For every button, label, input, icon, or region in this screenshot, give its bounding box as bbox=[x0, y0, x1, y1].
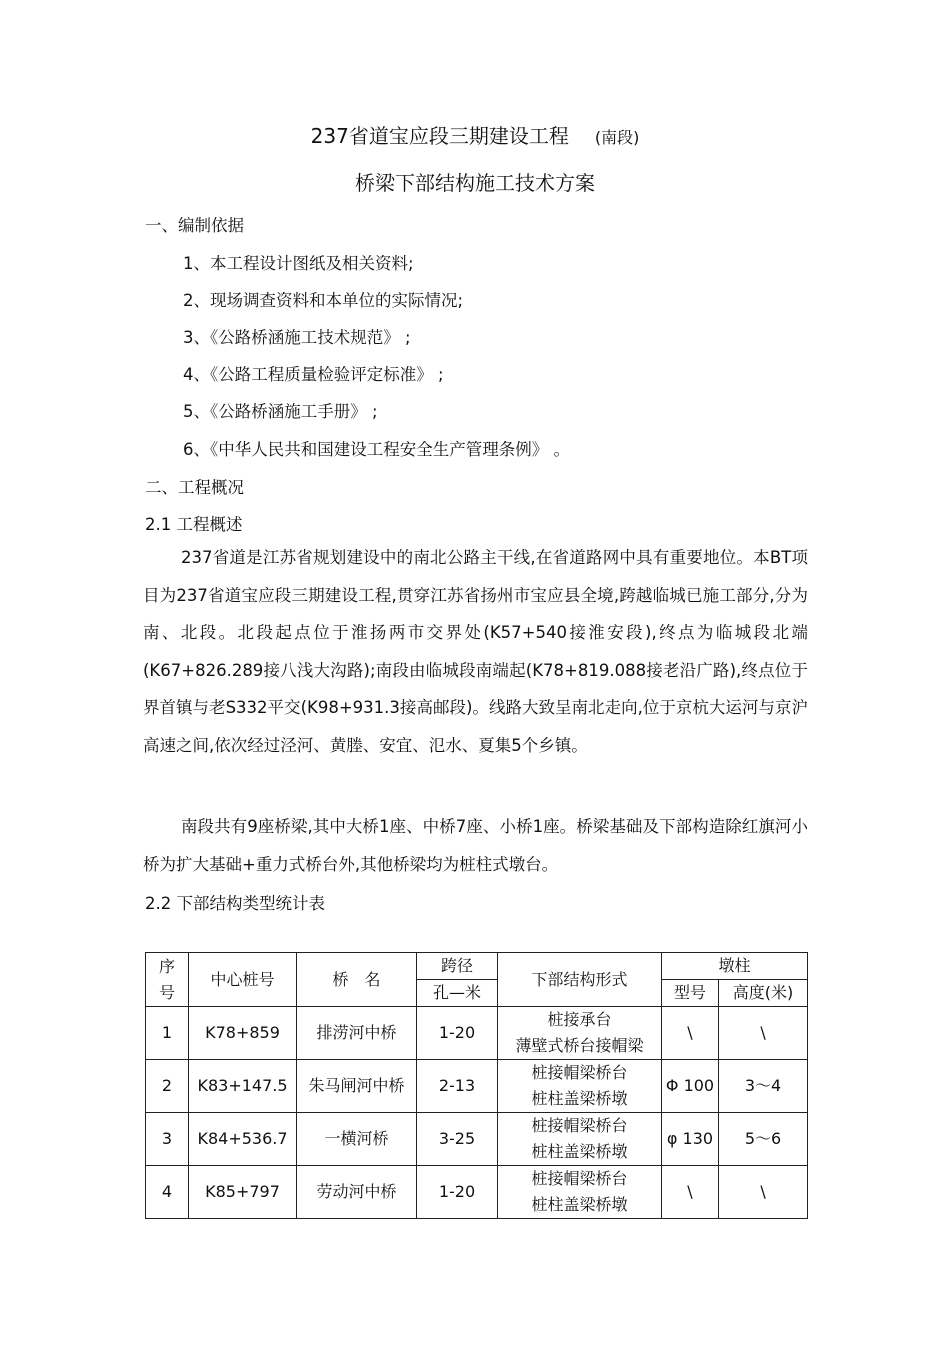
cell-seq: 1 bbox=[146, 1007, 189, 1060]
header-pier-height: 高度(米) bbox=[719, 980, 808, 1007]
basis-item-5: 5、《公路桥涵施工手册》 ; bbox=[183, 402, 378, 421]
cell-structure bbox=[498, 1060, 662, 1113]
header-station: 中心桩号 bbox=[189, 953, 297, 1007]
cell-structure bbox=[498, 1166, 662, 1219]
cell-station: K83+147.5 bbox=[189, 1060, 297, 1113]
table-header-row bbox=[146, 953, 808, 980]
table-row bbox=[146, 1113, 808, 1166]
structure-line-1: 桩接帽梁桥台 bbox=[531, 1063, 628, 1082]
cell-span: 2-13 bbox=[417, 1060, 498, 1113]
cell-pier-type: Φ 100 bbox=[662, 1060, 719, 1113]
basis-item-6: 6、《中华人民共和国建设工程安全生产管理条例》 。 bbox=[183, 440, 570, 459]
section2-heading: 二、工程概况 bbox=[145, 478, 244, 497]
basis-item-4: 4、《公路工程质量检验评定标准》 ; bbox=[183, 365, 444, 384]
subsection-2-1: 2.1 工程概述 bbox=[145, 515, 243, 534]
header-span-line1: 跨径 bbox=[417, 953, 498, 980]
section1-heading: 一、编制依据 bbox=[145, 216, 244, 235]
bridges-paragraph: 南段共有9座桥梁,其中大桥1座、中桥7座、小桥1座。桥梁基础及下部构造除红旗河小桥为扩大基础+重力式桥台外,其他桥梁均为桩柱式墩台。 bbox=[143, 817, 808, 874]
document-subtitle: 桥梁下部结构施工技术方案 bbox=[355, 171, 595, 195]
structure-line-1: 桩接帽梁桥台 bbox=[531, 1169, 628, 1188]
cell-station: K84+536.7 bbox=[189, 1113, 297, 1166]
cell-pier-height: \ bbox=[719, 1166, 808, 1219]
cell-name: 一横河桥 bbox=[297, 1113, 417, 1166]
header-span-line2: 孔—米 bbox=[417, 980, 498, 1007]
cell-span: 3-25 bbox=[417, 1113, 498, 1166]
cell-pier-height: 5～6 bbox=[719, 1113, 808, 1166]
structure-line-2: 桩柱盖梁桥墩 bbox=[531, 1089, 628, 1108]
title-main: 237省道宝应段三期建设工程 bbox=[310, 124, 569, 148]
cell-pier-height: 3～4 bbox=[719, 1060, 808, 1113]
cell-station: K78+859 bbox=[189, 1007, 297, 1060]
cell-name: 劳动河中桥 bbox=[297, 1166, 417, 1219]
table-row bbox=[146, 1060, 808, 1113]
table-row bbox=[146, 1166, 808, 1219]
structure-line-1: 桩接帽梁桥台 bbox=[531, 1116, 628, 1135]
header-structure: 下部结构形式 bbox=[498, 953, 662, 1007]
header-pier-type: 型号 bbox=[662, 980, 719, 1007]
cell-pier-type: φ 130 bbox=[662, 1113, 719, 1166]
cell-name: 朱马闸河中桥 bbox=[297, 1060, 417, 1113]
cell-pier-type: \ bbox=[662, 1166, 719, 1219]
cell-station: K85+797 bbox=[189, 1166, 297, 1219]
subsection-2-2: 2.2 下部结构类型统计表 bbox=[145, 894, 325, 913]
cell-seq: 2 bbox=[146, 1060, 189, 1113]
structure-line-1: 桩接承台 bbox=[547, 1010, 612, 1029]
cell-name: 排涝河中桥 bbox=[297, 1007, 417, 1060]
header-pier: 墩柱 bbox=[662, 953, 808, 980]
structure-line-2: 桩柱盖梁桥墩 bbox=[531, 1195, 628, 1214]
basis-item-3: 3、《公路桥涵施工技术规范》 ; bbox=[183, 328, 411, 347]
header-seq: 序号 bbox=[146, 953, 189, 1007]
cell-span: 1-20 bbox=[417, 1166, 498, 1219]
cell-pier-type: \ bbox=[662, 1007, 719, 1060]
cell-span: 1-20 bbox=[417, 1007, 498, 1060]
cell-pier-height: \ bbox=[719, 1007, 808, 1060]
structure-line-2: 薄壁式桥台接帽梁 bbox=[515, 1036, 644, 1055]
structure-line-2: 桩柱盖梁桥墩 bbox=[531, 1142, 628, 1161]
substructure-table bbox=[145, 952, 808, 1219]
cell-structure bbox=[498, 1113, 662, 1166]
table-row bbox=[146, 1007, 808, 1060]
header-name: 桥 名 bbox=[297, 953, 417, 1007]
title-sub: (南段) bbox=[594, 128, 640, 147]
document-title bbox=[0, 120, 950, 149]
basis-item-1: 1、本工程设计图纸及相关资料; bbox=[183, 254, 414, 273]
cell-structure bbox=[498, 1007, 662, 1060]
overview-paragraph: 237省道是江苏省规划建设中的南北公路主干线,在省道路网中具有重要地位。本BT项目为237省道宝应段三期建设工程,贯穿江苏省扬州市宝应县全境,跨越临城已施工部分,分为南、北段。北段起点位于淮扬两市交界处(K57+540接淮安段),终点为临城段北端(K67+826.289接八浅大沟路);南段由临城段南端起(K78+819.088接老沿广路),终点位于界首镇与老S332平交(K98+931.3接高邮段)。线路大致呈南北走向,位于京杭大运河与京沪高速之间,依次经过泾河、黄塍、安宜、氾水、夏集5个乡镇。 bbox=[143, 548, 808, 755]
cell-seq: 4 bbox=[146, 1166, 189, 1219]
basis-item-2: 2、现场调查资料和本单位的实际情况; bbox=[183, 291, 464, 310]
cell-seq: 3 bbox=[146, 1113, 189, 1166]
